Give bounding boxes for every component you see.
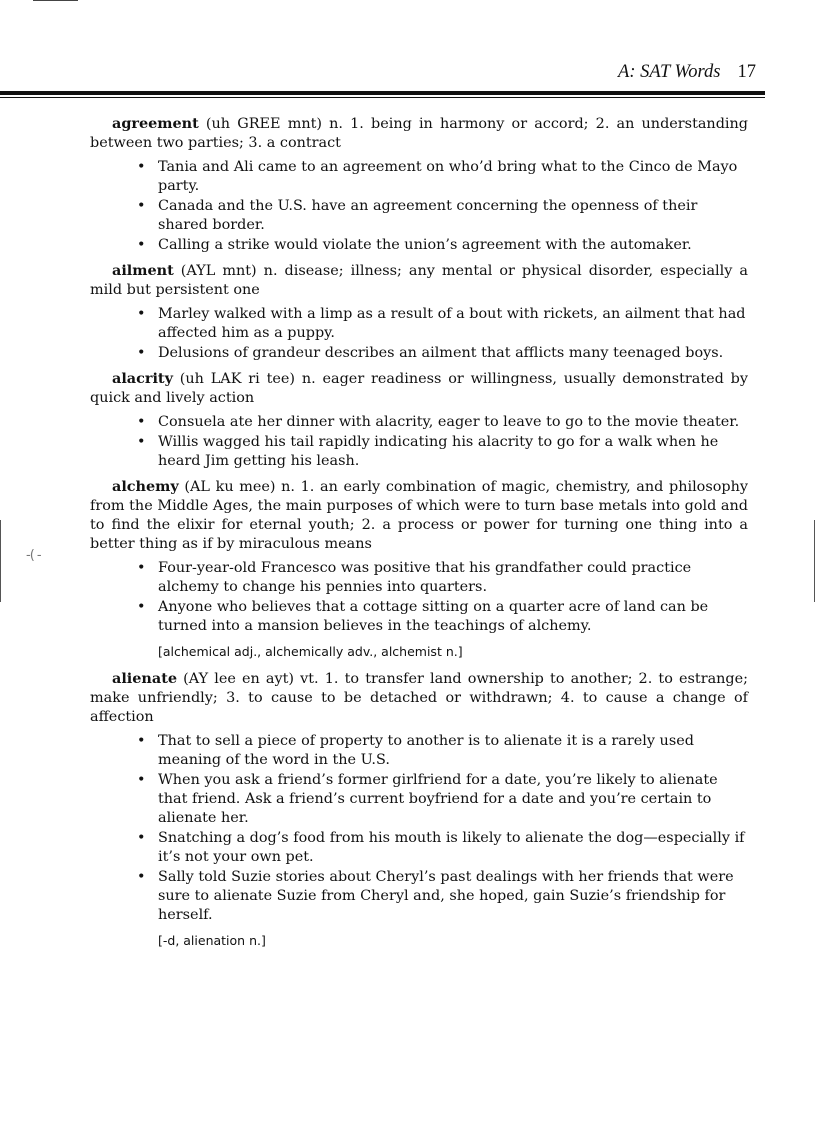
example-list: [90, 559, 748, 636]
bullet: •: [137, 237, 146, 253]
example-item: • Willis wagged his tail rapidly indicating his alacrity to go for a walk when he heard Jim getting his leash.: [137, 434, 719, 469]
entry-definition: [90, 477, 748, 554]
bullet: •: [137, 414, 146, 430]
section-title: A: SAT Words: [618, 62, 721, 82]
example-item: • Tania and Ali came to an agreement on who’d bring what to the Cinco de Mayo party.: [137, 159, 738, 194]
example-item: • When you ask a friend’s former girlfriend for a date, you’re likely to alienate that friend. Ask a friend’s current boyfriend for a date and you’re certain to alienate her.: [137, 772, 718, 826]
example-list: [90, 413, 748, 471]
example-item: • Canada and the U.S. have an agreement concerning the openness of their shared border.: [137, 198, 698, 233]
definition-text: (AYL mnt) n. disease; illness; any mental or physical disorder, especially a mild but persistent one: [90, 263, 748, 298]
entry-alchemy: [90, 477, 748, 661]
running-header: [0, 62, 756, 83]
example-item: • Calling a strike would violate the union’s agreement with the automaker.: [137, 237, 692, 253]
definition-text: (AY lee en ayt) vt. 1. to transfer land ownership to another; 2. to estrange; make unfriendly; 3. to cause to be detached or withdrawn; 4. to cause a change of affection: [90, 671, 748, 725]
example-list: [90, 305, 748, 363]
example-list: [90, 158, 748, 255]
glossary-content: [90, 114, 748, 958]
entry-definition: [90, 261, 748, 300]
bullet: •: [137, 733, 146, 749]
example-item: • Consuela ate her dinner with alacrity, eager to leave to go to the movie theater.: [137, 414, 740, 430]
word-forms: [-d, alienation n.]: [158, 933, 266, 948]
bullet: •: [137, 830, 146, 846]
corner-rule: [33, 0, 78, 1]
example-item: • Anyone who believes that a cottage sitting on a quarter acre of land can be turned into a mansion believes in the teachings of alchemy.: [137, 599, 709, 634]
bullet: •: [137, 306, 146, 322]
headword: ailment: [112, 262, 174, 279]
bullet: •: [137, 159, 146, 175]
entry-alacrity: [90, 369, 748, 471]
entry-definition: [90, 114, 748, 153]
example-item: • Snatching a dog’s food from his mouth is likely to alienate the dog—especially if it’s not your own pet.: [137, 830, 745, 865]
headword: alacrity: [112, 370, 173, 387]
bullet: •: [137, 560, 146, 576]
word-forms: [alchemical adj., alchemically adv., alchemist n.]: [158, 644, 463, 659]
entry-definition: [90, 669, 748, 727]
entry-agreement: [90, 114, 748, 255]
bullet: •: [137, 345, 146, 361]
bullet: •: [137, 599, 146, 615]
definition-text: (uh GREE mnt) n. 1. being in harmony or accord; 2. an understanding between two parties; 3. a contract: [90, 116, 748, 151]
example-item: • Delusions of grandeur describes an ailment that afflicts many teenaged boys.: [137, 345, 724, 361]
example-item: • Marley walked with a limp as a result of a bout with rickets, an ailment that had affected him as a puppy.: [137, 306, 746, 341]
entry-ailment: [90, 261, 748, 363]
definition-text: (AL ku mee) n. 1. an early combination of magic, chemistry, and philosophy from the Middle Ages, the main purposes of which were to turn base metals into gold and to find the elixir for eternal youth; 2. a process or power for turning one thing into a better thing as if by miraculous means: [90, 479, 748, 552]
headword: alchemy: [112, 478, 179, 495]
page-number: 17: [737, 62, 756, 82]
margin-line-left: [0, 520, 1, 602]
bullet: •: [137, 772, 146, 788]
header-rule-thick: [0, 91, 765, 95]
entry-alienate: [90, 669, 748, 950]
headword: agreement: [112, 115, 199, 132]
example-item: • Four-year-old Francesco was positive that his grandfather could practice alchemy to change his pennies into quarters.: [137, 560, 692, 595]
bullet: •: [137, 198, 146, 214]
header-rule-thin: [0, 97, 765, 98]
example-list: [90, 732, 748, 925]
crop-mark: -( -: [26, 548, 41, 563]
bullet: •: [137, 434, 146, 450]
headword: alienate: [112, 670, 178, 687]
bullet: •: [137, 869, 146, 885]
margin-line-right: [814, 520, 815, 602]
definition-text: (uh LAK ri tee) n. eager readiness or willingness, usually demonstrated by quick and lively action: [90, 371, 748, 406]
example-item: • That to sell a piece of property to another is to alienate it is a rarely used meaning of the word in the U.S.: [137, 733, 694, 768]
example-item: • Sally told Suzie stories about Cheryl’s past dealings with her friends that were sure to alienate Suzie from Cheryl and, she hoped, gain Suzie’s friendship for herself.: [137, 869, 734, 923]
entry-definition: [90, 369, 748, 408]
